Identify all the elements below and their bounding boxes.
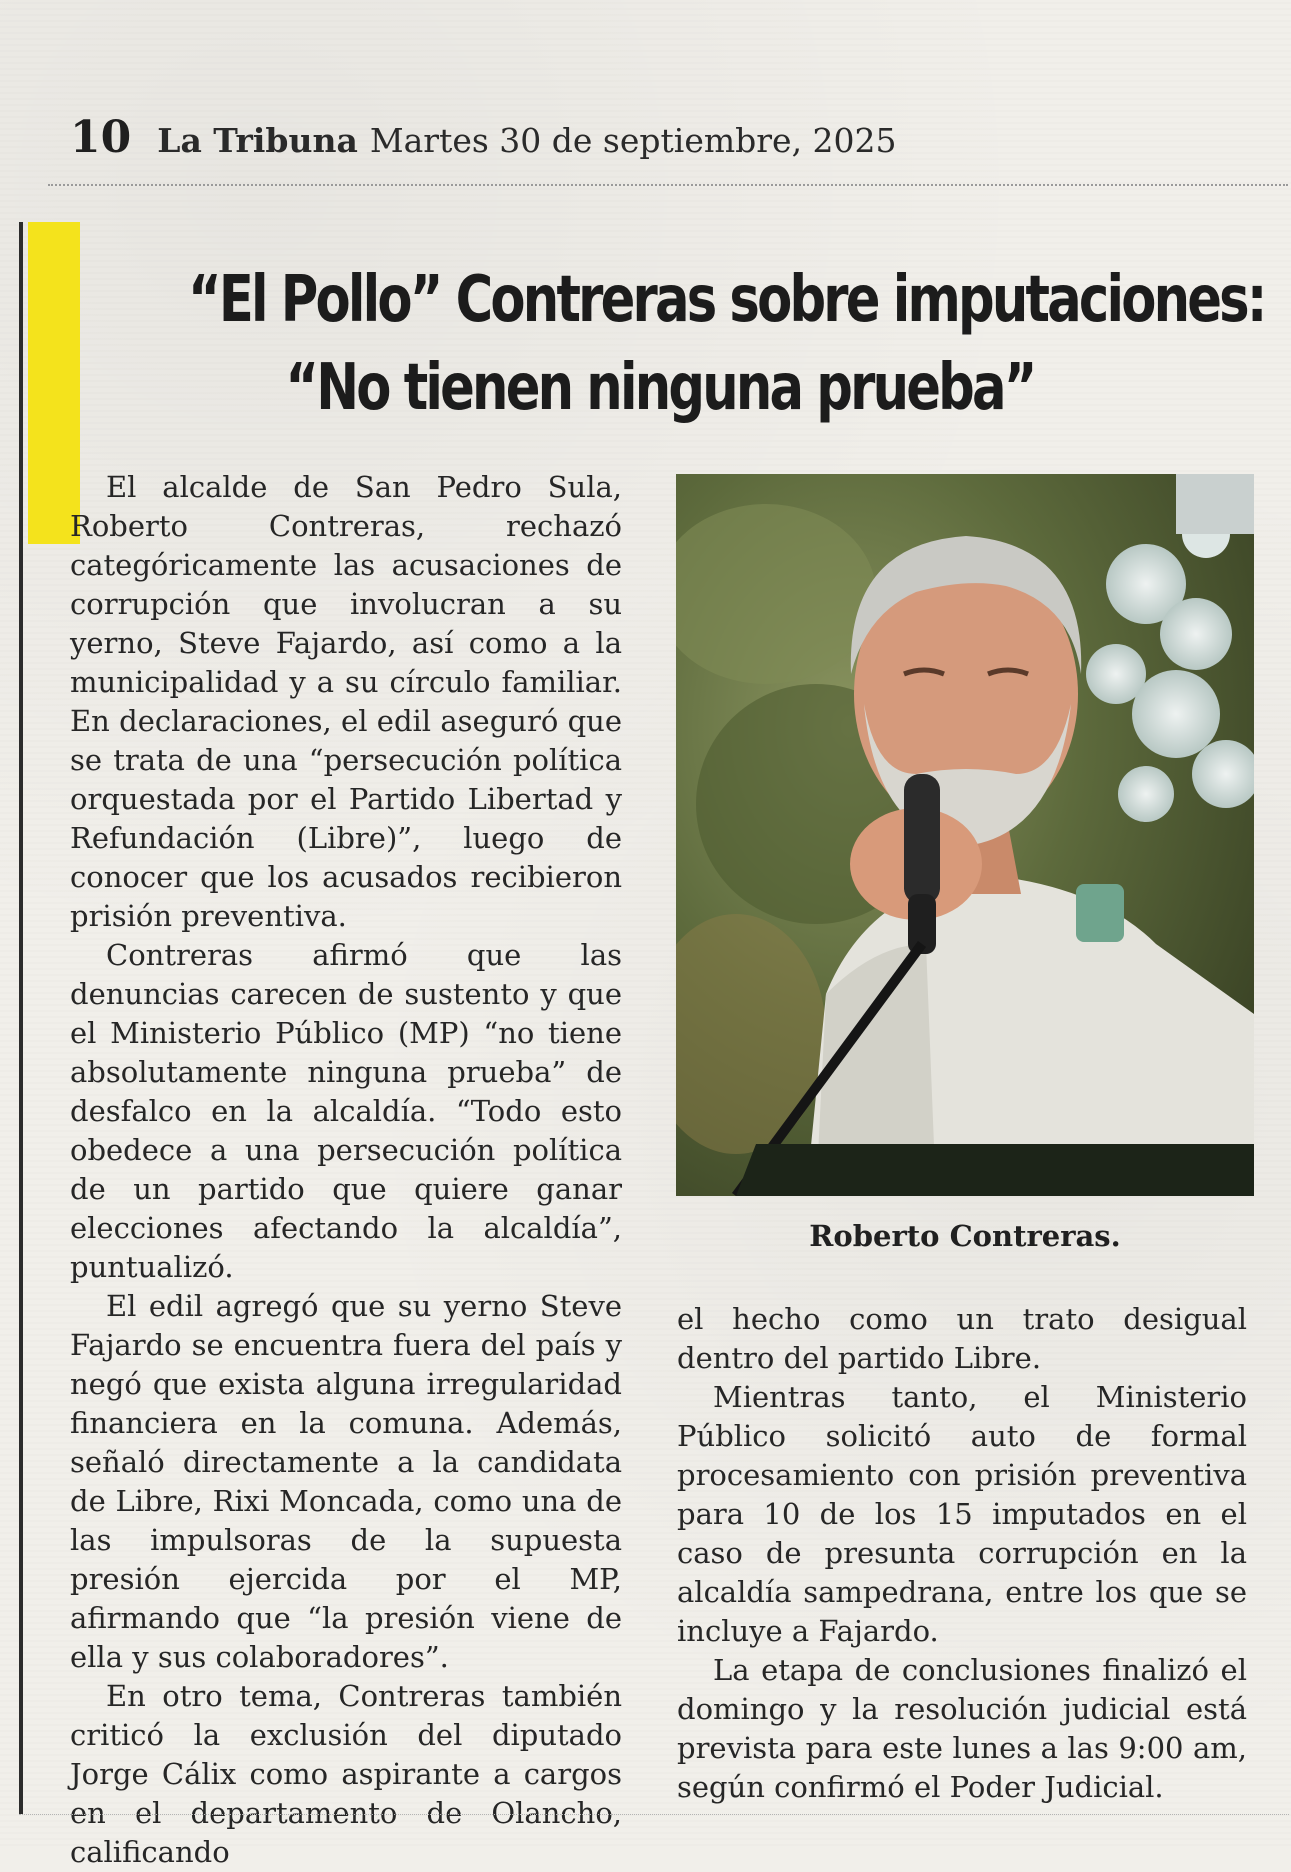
left-border-rule (19, 222, 23, 1814)
article-paragraph: el hecho como un trato desigual dentro del partido Libre. (677, 1302, 1247, 1375)
article-paragraph: El alcalde de San Pedro Sula, Roberto Contreras, rechazó categóricamente las acusaciones de corrupción que involucran a su yerno, Steve Fajardo, así como a la municipalidad y a su círculo familiar. En declaraciones, el edil aseguró que se trata de una “persecución política orquestada por el Partido Libertad y Refundación (Libre)”, luego de conocer que los acusados recibieron prisión preventiva. (70, 470, 622, 933)
article-column-right (677, 1300, 1247, 1807)
header-divider (48, 184, 1288, 186)
footer-divider (19, 1814, 1289, 1815)
article-paragraph: Contreras afirmó que las denuncias carecen de sustento y que el Ministerio Público (MP) “no tiene absolutamente ninguna prueba” de desfalco en la alcaldía. “Todo esto obedece a una persecución política de un partido que quiere ganar elecciones afectando la alcaldía”, puntualizó. (70, 938, 622, 1284)
headline (188, 256, 1265, 432)
article-photo (676, 474, 1254, 1196)
article-paragraph: Mientras tanto, el Ministerio Público solicitó auto de formal procesamiento con prisión preventiva para 10 de los 15 imputados en el caso de presunta corrupción en la alcaldía sampedrana, entre los que se incluye a Fajardo. (677, 1380, 1247, 1648)
issue-date: Martes 30 de septiembre, 2025 (369, 121, 897, 160)
article-paragraph: En otro tema, Contreras también criticó la exclusión del diputado Jorge Cálix como aspirante a cargos en el departamento de Olancho, calificando (70, 1679, 622, 1869)
publication-name: La Tribuna (157, 121, 358, 160)
photo-illustration (676, 474, 1254, 1196)
article-column-left (70, 468, 622, 1872)
headline-line-1: “El Pollo” Contreras sobre imputaciones: (188, 263, 1265, 337)
article-paragraph: El edil agregó que su yerno Steve Fajardo se encuentra fuera del país y negó que exista alguna irregularidad financiera en la comuna. Además, señaló directamente a la candidata de Libre, Rixi Moncada, como una de las impulsoras de la supuesta presión ejercida por el MP, afirmando que “la presión viene de ella y sus colaboradores”. (70, 1289, 622, 1674)
headline-line-2: “No tienen ninguna prueba” (285, 351, 1035, 425)
article-paragraph: La etapa de conclusiones finalizó el domingo y la resolución judicial está prevista para este lunes a las 9:00 am, según confirmó el Poder Judicial. (677, 1653, 1247, 1804)
page-header (70, 112, 897, 163)
page-number: 10 (70, 112, 132, 163)
photo-caption: Roberto Contreras. (809, 1219, 1121, 1253)
